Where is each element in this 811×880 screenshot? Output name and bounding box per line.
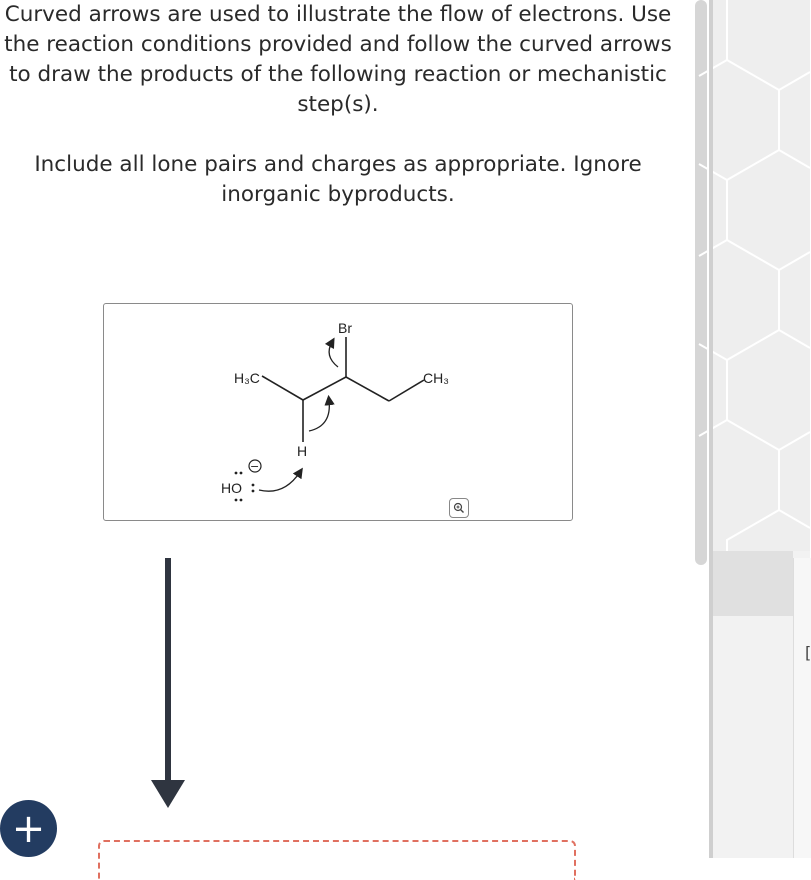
reaction-mechanism-panel	[103, 303, 573, 521]
side-edge-text: [	[805, 643, 811, 662]
add-button[interactable]: +	[0, 800, 57, 857]
ch3-label: CH₃	[423, 370, 449, 386]
instructions-paragraph-1: Curved arrows are used to illustrate the flow of electrons. Use the reaction conditions provided and follow the curved arrows to draw the products of the following reaction or mechanistic step(s).	[4, 2, 672, 117]
curved-arrow-ch-to-cc	[309, 400, 329, 431]
panel-tab[interactable]	[709, 551, 793, 616]
h-label: H	[297, 443, 308, 459]
answer-drop-zone[interactable]	[98, 840, 576, 880]
scrollbar[interactable]	[695, 0, 707, 565]
instructions-paragraph-2: Include all lone pairs and charges as appropriate. Ignore inorganic byproducts.	[34, 152, 642, 207]
bond-c4-c5	[389, 380, 424, 401]
reaction-arrow-shaft	[165, 558, 171, 782]
hydroxide-label: HO	[221, 480, 242, 496]
molecule-drawing	[104, 304, 572, 520]
side-card	[793, 558, 811, 858]
hexagon-pattern	[709, 0, 810, 551]
bond-c2-c3	[303, 377, 346, 400]
zoom-in-icon	[453, 502, 465, 514]
svg-text:−: −	[250, 460, 260, 473]
bond-c3-c4	[346, 377, 389, 401]
h3c-label: H₃C	[234, 370, 260, 386]
question-instructions	[0, 0, 676, 210]
br-label: Br	[338, 320, 352, 336]
hexagon-grid-icon	[709, 0, 810, 551]
panel-divider[interactable]	[709, 0, 713, 858]
bond-c1-c2	[262, 376, 303, 400]
side-panel	[709, 0, 810, 858]
reaction-arrow-head	[151, 780, 185, 808]
curved-arrow-cbr-to-br	[329, 342, 338, 367]
zoom-button[interactable]	[449, 498, 469, 518]
curved-arrow-oh-to-h	[259, 472, 300, 491]
